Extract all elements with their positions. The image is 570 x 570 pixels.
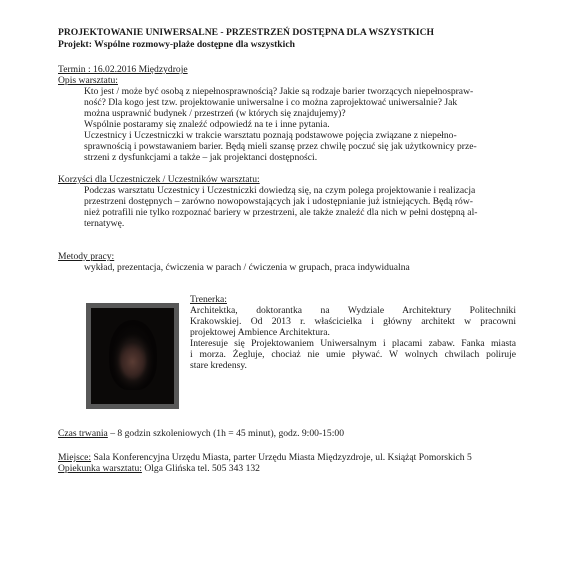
metody-text: wykład, prezentacja, ćwiczenia w parach / ćwiczenia w grupach, praca indywidualna (84, 262, 410, 273)
termin-line: Termin : 16.02.2016 Międzydroje (58, 64, 188, 75)
korzysci-line: ternatywę. (84, 218, 125, 229)
opis-line: Uczestnicy i Uczestniczki w trakcie warsztatu poznają podstawowe pojęcia związane z niepełno- (84, 130, 457, 141)
project-subtitle: Projekt: Wspólne rozmowy-plaże dostępne dla wszystkich (58, 39, 295, 50)
trenerka-line: Architektka, doktorantka na Wydziale Architektury Politechniki (190, 305, 516, 316)
trainer-portrait (91, 308, 174, 404)
trenerka-line: stare kredensy. (190, 360, 247, 371)
opiekunka-line (58, 463, 260, 474)
trenerka-line: Krakowskiej. Od 2013 r. właścicielka i główny architekt w pracowni (190, 316, 516, 327)
trainer-photo (86, 303, 179, 409)
czas-text: – 8 godzin szkoleniowych (1h = 45 minut), godz. 9:00-15:00 (107, 428, 344, 439)
trenerka-line: projektowej Ambience Architektura. (190, 327, 330, 338)
opis-line: ność? Dla kogo jest tzw. projektowanie uniwersalne i co można zaprojektować uniwersalnie? Jak (84, 97, 458, 108)
opis-line: Kto jest / może być osobą z niepełnosprawnością? Jakie są rodzaje barier tworzących niepełnospraw- (84, 86, 474, 97)
opis-line: można usprawnić budynek / przestrzeń (w których się znajdujemy)? (84, 108, 346, 119)
opiekunka-label: Opiekunka warsztatu: (58, 463, 142, 474)
korzysci-heading: Korzyści dla Uczestniczek / Uczestników warsztatu: (58, 174, 260, 185)
czas-label: Czas trwania (58, 428, 108, 439)
opiekunka-text: Olga Glińska tel. 505 343 132 (141, 463, 260, 474)
korzysci-line: przestrzeni dostępnych – zarówno nowopowstających jak i udostępnianie już istniejących. Będą rów- (84, 196, 473, 207)
korzysci-line: Podczas warsztatu Uczestnicy i Uczestniczki dowiedzą się, na czym polega projektowanie i realizacja (84, 185, 476, 196)
opis-line: Wspólnie postaramy się znaleźć odpowiedź na te i inne pytania. (84, 119, 330, 130)
korzysci-line: nież potrafili nie tylko rozpoznać bariery w przestrzeni, ale także znaleźć dla nich w pełni dostępną al- (84, 207, 478, 218)
miejsce-line (58, 452, 472, 463)
trenerka-heading: Trenerka: (190, 294, 227, 305)
metody-heading: Metody pracy: (58, 251, 115, 262)
trenerka-line: i morza. Żegluje, chociaż nie umie pływać. W wolnych chwilach poliruje (190, 349, 516, 360)
opis-line: strzeni z dysfunkcjami a także – jak projektanci dostępności. (84, 152, 318, 163)
trenerka-bio (190, 305, 516, 371)
trenerka-line: Interesuje się Projektowaniem Uniwersalnym i placami zabaw. Fanka miasta (190, 338, 516, 349)
miejsce-text: Sala Konferencyjna Urzędu Miasta, parter Urzędu Miasta Międzyzdroje, ul. Książąt Pomorskich 5 (91, 452, 472, 463)
czas-line (58, 428, 344, 439)
portrait-shading (109, 320, 157, 390)
document-title: PROJEKTOWANIE UNIWERSALNE - PRZESTRZEŃ DOSTĘPNA DLA WSZYSTKICH (58, 27, 435, 38)
opis-heading: Opis warsztatu: (58, 75, 118, 86)
miejsce-label: Miejsce: (58, 452, 92, 463)
opis-line: sprawnością i powstawaniem barier. Będą mieli szansę przez chwilę poczuć się jak użytkownicy prze- (84, 141, 477, 152)
